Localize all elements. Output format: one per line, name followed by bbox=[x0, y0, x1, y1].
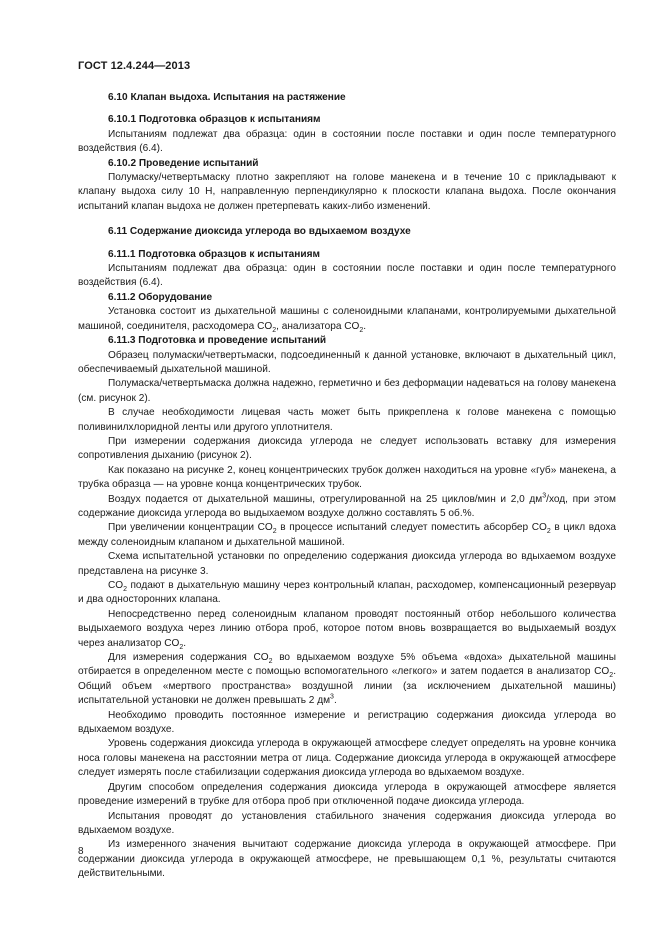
paragraph: Воздух подается от дыхательной машины, отрегулированной на 25 циклов/мин и 2,0 $дм^3$/ход, при этом содержание диоксида углерода во выдыхаемом воздухе должно составлять 5 об.%. bbox=[78, 492, 616, 519]
paragraph: $CO_2$ подают в дыхательную машину через контрольный клапан, расходомер, компенсационный резервуар и два односторонних клапана. bbox=[78, 580, 616, 606]
paragraph: Уровень содержания диоксида углерода в окружающей атмосфере следует определять на уровне кончика носа головы манекена на расстоянии метра от лица. Содержание диоксида углерода в окружающей атмосфере следует измерять после стабилизации содержания диоксида углерода во вдыхаемом воздухе. bbox=[78, 738, 616, 779]
paragraph: Испытания проводят до установления стабильного значения содержания диоксида углерода во вдыхаемом воздухе. bbox=[78, 810, 616, 836]
paragraph: Необходимо проводить постоянное измерение и регистрацию содержания диоксида углерода во вдыхаемом воздухе. bbox=[78, 709, 616, 736]
document-header: ГОСТ 12.4.244—2013 bbox=[78, 60, 191, 72]
paragraph: Непосредственно перед соленоидным клапаном проводят постоянный отбор небольшого количества выдыхаемого воздуха через линию отбора проб, которое потом вновь возвращается во выдыхаемый воздух через анализатор $CO_2$. bbox=[78, 608, 616, 651]
paragraph: В случае необходимости лицевая часть может быть прикреплена к голове манекена с помощью поливинилхлоридной ленты или другого уплотнителя. bbox=[78, 407, 616, 433]
section-6-10-2-text: Полумаску/четвертьмаску плотно закрепляют на голове манекена и в течение 10 с прикладывают к клапану выдоха силу 10 Н, направленную перпендикулярно к плоскости клапана выдоха. После окончания испытаний клапан выдоха не должен претерпевать каких-либо изменений. bbox=[78, 172, 616, 212]
section-6-11-2-title: 6.11.2 Оборудование bbox=[108, 291, 213, 303]
section-6-11-2-text: Установка состоит из дыхательной машины с соленоидными клапанами, контролируемыми дыхательной машиной, соединителя, расходомера $CO_2$, анализатора $CO_2$. bbox=[78, 306, 616, 334]
paragraph: Другим способом определения содержания диоксида углерода в окружающей атмосфере является проведение измерений в трубке для отбора проб при отключенной подаче диоксида углерода. bbox=[78, 781, 616, 808]
section-6-11-3-title: 6.11.3 Подготовка и проведение испытаний bbox=[108, 335, 327, 347]
paragraph: Как показано на рисунке 2, конец концентрических трубок должен находиться на уровне «губ» манекена, а трубка образца — на уровне конца концентрических трубок. bbox=[78, 464, 616, 491]
paragraph: Из измеренного значения вычитают содержание диоксида углерода в окружающей атмосфере. При содержании диоксида углерода в окружающей атмосфере, не превышающем 0,1 %, результаты считаются действительными. bbox=[78, 839, 616, 880]
section-6-11-1-title: 6.11.1 Подготовка образцов к испытаниям bbox=[108, 248, 320, 260]
section-6-10-1-title: 6.10.1 Подготовка образцов к испытаниям bbox=[108, 114, 321, 126]
paragraph: Для измерения содержания $CO_2$ во вдыхаемом воздухе 5% объема «вдоха» дыхательной машины отбирается в определенном месте с помощью вспомогательного «легкого» и затем подается в анализатор $CO_2$. Общий объем «мертвого пространства» воздушной линии (за исключением дыхательной машины) испытательной установки не должен превышать 2 $дм^3$. bbox=[78, 652, 617, 707]
paragraph: Полумаска/четвертьмаска должна надежно, герметично и без деформации надеваться на голову манекена (см. рисунок 2). bbox=[78, 378, 616, 404]
page-number: 8 bbox=[78, 846, 84, 857]
section-6-11-1-text: Испытаниям подлежат два образца: один в состоянии после поставки и один после температурного воздействия (6.4). bbox=[78, 263, 616, 289]
section-6-10-1-text: Испытаниям подлежат два образца: один в состоянии после поставки и один после температурного воздействия (6.4). bbox=[78, 128, 616, 155]
section-6-10-2-title: 6.10.2 Проведение испытаний bbox=[108, 157, 259, 169]
paragraph: Схема испытательной установки по определению содержания диоксида углерода во вдыхаемом воздухе представлена на рисунке 3. bbox=[78, 551, 616, 577]
paragraph: Образец полумаски/четвертьмаски, подсоединенный к данной установке, включают в дыхательный цикл, обеспечиваемый дыхательной машиной. bbox=[78, 349, 616, 375]
paragraph: При измерении содержания диоксида углерода не следует использовать вставку для измерения сопротивления дыханию (рисунок 2). bbox=[78, 435, 616, 462]
section-6-11-title: 6.11 Содержание диоксида углерода во вдыхаемом воздухе bbox=[108, 226, 411, 238]
page-content bbox=[78, 91, 616, 882]
section-6-10-title: 6.10 Клапан выдоха. Испытания на растяжение bbox=[108, 92, 346, 103]
paragraph: При увеличении концентрации $CO_2$ в процессе испытаний следует поместить абсорбер $CO_2$ в цикл вдоха между соленоидным клапаном и дыхательной машиной. bbox=[78, 522, 616, 548]
